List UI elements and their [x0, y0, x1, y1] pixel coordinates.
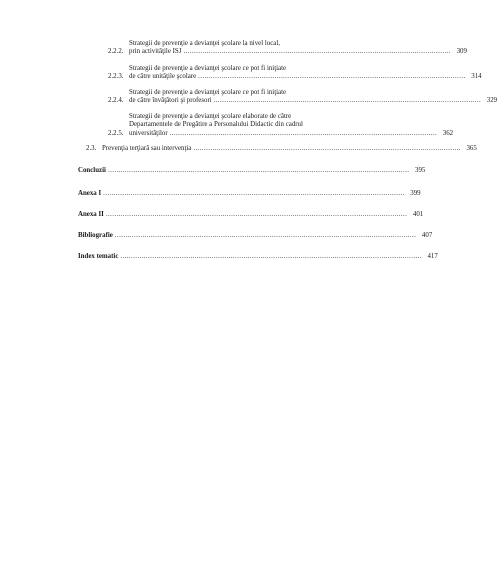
toc-entry-page: 329 [486, 97, 497, 105]
toc-leader-dots: .............................................................................................................................................. [107, 167, 410, 174]
toc-entry-title-line: universităţilor [129, 129, 168, 137]
toc-entry-page: 309 [456, 48, 467, 56]
toc-entry-bibliografie [78, 232, 433, 240]
toc-entry-anexa-ii [78, 211, 424, 219]
toc-entry-index-tematic [78, 253, 438, 261]
toc-entry-concluzii [78, 167, 426, 175]
toc-entry-title-line: Anexa II [78, 211, 104, 218]
toc-entry-number: 2.2.2. [108, 48, 124, 56]
toc-entry-number: 2.2.4. [108, 97, 124, 105]
toc-entry-number: 2.3. [86, 145, 97, 152]
toc-leader-dots: .............................................................................................................................................. [105, 211, 408, 218]
toc-entry-title-line: Strategii de prevenţie a devianţei şcolare ce pot fi iniţiate [129, 89, 287, 96]
toc-entry-page: 401 [412, 211, 424, 218]
toc-entry-page: 417 [427, 253, 438, 260]
toc-entry-2-2-3 [86, 65, 482, 82]
toc-entry-title-line: Strategii de prevenţie a devianţei şcolare ce pot fi iniţiate [129, 65, 287, 72]
toc-entry-title-line: de către învăţători şi profesori [129, 97, 212, 105]
toc-entry-2-2-4 [86, 89, 497, 106]
toc-leader-dots: .............................................................................................................................. [169, 129, 438, 137]
toc-entry-title-line: Strategii de prevenţie a devianţei şcolare la nivel local, [129, 40, 280, 47]
toc-leader-dots: .............................................................................................................................. [183, 48, 451, 56]
toc-leader-dots: .............................................................................................................................. [198, 73, 466, 81]
toc-entry-number: 2.2.3. [108, 73, 124, 81]
toc-entry-title-line: Strategii de prevenţie a devianţei şcolare elaborate de către [129, 113, 292, 120]
toc-entry-title-line: prin activităţile ISJ [129, 48, 182, 56]
toc-entry-2-2-2 [86, 40, 467, 57]
toc-entry-title-line: Departamentele de Pregătire a Personalului Didactic din cadrul [129, 121, 303, 129]
toc-entry-number: 2.2.5. [108, 129, 124, 137]
toc-leader-dots: .............................................................................................................................................. [120, 253, 422, 260]
toc-entry-page: 399 [410, 190, 421, 197]
toc-leader-dots: .............................................................................................................................. [213, 97, 482, 105]
toc-entry-2-3 [86, 145, 477, 153]
toc-leader-dots: .............................................................................................................................................. [114, 232, 417, 239]
toc-entry-title-line: Bibliografie [78, 232, 113, 239]
toc-entry-page: 362 [442, 129, 454, 137]
toc-leader-dots: .............................................................................................................................. [193, 145, 461, 152]
toc-entry-anexa-i [78, 190, 421, 198]
toc-entry-page: 395 [415, 167, 426, 174]
toc-entry-title-line: Index tematic [78, 253, 119, 260]
toc-entry-2-2-5 [86, 113, 454, 138]
toc-entry-title-line: Prevenţia terţiară sau intervenţia [102, 145, 192, 152]
toc-leader-dots: .............................................................................................................................................. [103, 190, 405, 197]
toc-entry-page: 407 [421, 232, 433, 239]
toc-entry-title-line: de către unităţile şcolare [129, 73, 197, 81]
toc-entry-title-line: Anexa I [78, 190, 102, 197]
toc-entry-page: 314 [471, 73, 482, 81]
toc-entry-title-line: Concluzii [78, 167, 106, 174]
toc-entry-page: 365 [466, 145, 477, 152]
